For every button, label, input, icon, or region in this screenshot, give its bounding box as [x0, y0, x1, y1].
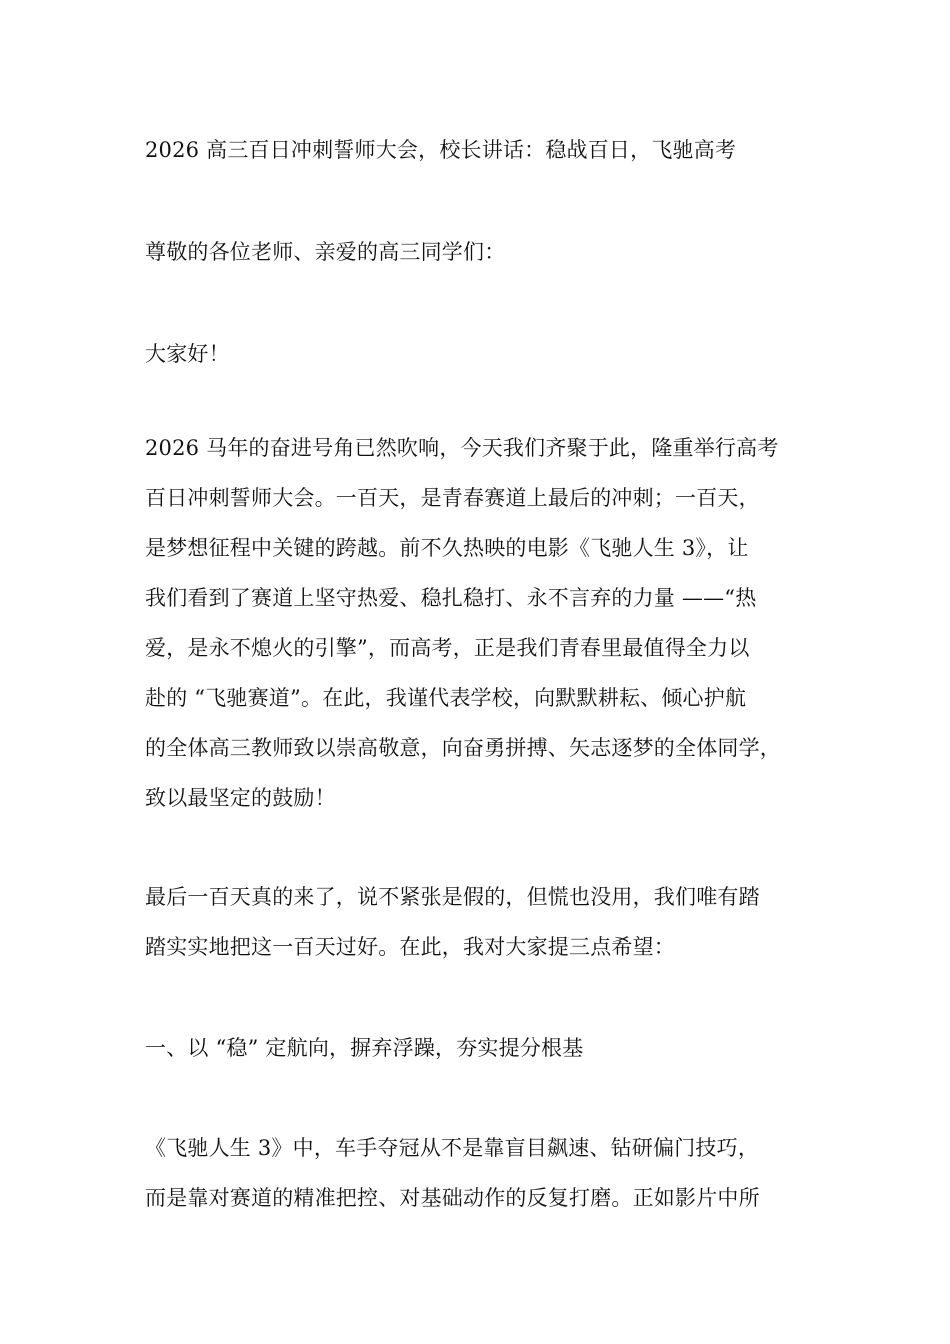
paragraph-line: 2026 马年的奋进号角已然吹响，今天我们齐聚于此，隆重举行高考: [145, 436, 779, 460]
paragraph-line: 《飞驰人生 3》中，车手夺冠从不是靠盲目飙速、钻研偏门技巧，: [145, 1136, 760, 1160]
greeting: 大家好！: [145, 342, 230, 366]
paragraph-line: 致以最坚定的鼓励！: [145, 786, 336, 810]
paragraph-line: 是梦想征程中关键的跨越。前不久热映的电影《飞驰人生 3》，让: [145, 536, 749, 560]
paragraph-line: 百日冲刺誓师大会。一百天，是青春赛道上最后的冲刺；一百天，: [145, 486, 760, 510]
paragraph-line: 而是靠对赛道的精准把控、对基础动作的反复打磨。正如影片中所: [145, 1186, 760, 1210]
salutation: 尊敬的各位老师、亲爱的高三同学们：: [145, 240, 506, 264]
paragraph-line: 踏实实地把这一百天过好。在此，我对大家提三点希望：: [145, 935, 675, 959]
paragraph-line: 赴的 “飞驰赛道”。在此，我谨代表学校，向默默耕耘、倾心护航: [145, 686, 747, 710]
paragraph-line: 的全体高三教师致以崇高敬意，向奋勇拼搏、矢志逐梦的全体同学，: [145, 736, 781, 760]
document-title: 2026 高三百日冲刺誓师大会，校长讲话：稳战百日，飞驰高考: [145, 138, 737, 162]
paragraph-line: 最后一百天真的来了，说不紧张是假的，但慌也没用，我们唯有踏: [145, 885, 760, 909]
paragraph-line: 爱，是永不熄火的引擎”，而高考，正是我们青春里最值得全力以: [145, 636, 750, 660]
section-heading: 一、以 “稳” 定航向，摒弃浮躁，夯实提分根基: [145, 1036, 584, 1060]
paragraph-line: 我们看到了赛道上坚守热爱、稳扎稳打、永不言弃的力量 ——“热: [145, 586, 757, 610]
